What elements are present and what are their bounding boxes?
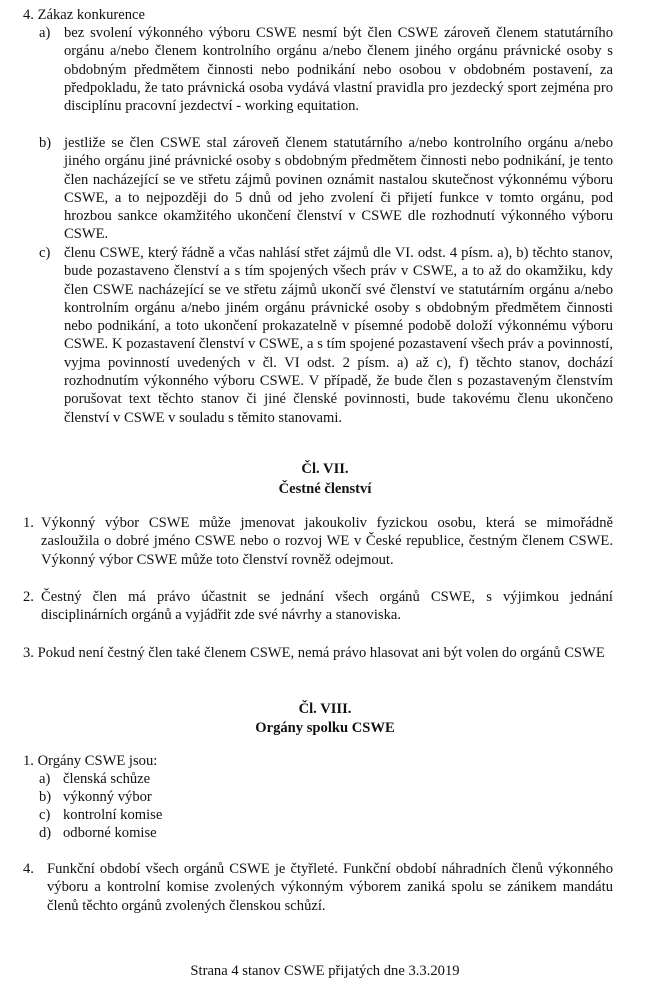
paragraph <box>23 588 613 625</box>
list-item-label: a) <box>39 771 51 787</box>
list-item-label: c) <box>39 245 51 261</box>
list-item-label: b) <box>39 789 52 805</box>
paragraph <box>23 860 613 915</box>
paragraph-text: Funkční období všech orgánů CSWE je čtyřleté. Funkční období náhradních členů výkonného výboru a kontrolní komise zvolených výkonným výborem zaniká spolu se zánikem mandátu členů těchto orgánů zvolených členskou schůzí. <box>47 861 613 914</box>
article-number: Čl. VIII. <box>298 701 352 717</box>
paragraph-text: Výkonný výbor CSWE může jmenovat jakoukoliv fyzickou osobu, která se mimořádně zasloužila o dobré jméno CSWE nebo o rozvoj WE v České republice, čestným členem CSWE. Výkonný výbor CSWE může toto členství rovněž odejmout. <box>41 515 613 568</box>
list-item-text: výkonný výbor <box>63 789 152 805</box>
list-item-label: c) <box>39 807 51 823</box>
article-title: Čestné členství <box>278 481 372 497</box>
paragraph-label: 4. <box>23 861 34 877</box>
list-item <box>39 788 152 806</box>
list-item-text: členská schůze <box>63 771 151 787</box>
list-item <box>39 806 162 824</box>
list-item-label: a) <box>39 25 51 41</box>
list-item <box>39 24 613 115</box>
list-item <box>39 244 613 427</box>
list-item <box>39 824 157 842</box>
list-item-text: bez svolení výkonného výboru CSWE nesmí být člen CSWE zároveň členem statutárního orgánu a/nebo členem kontrolního orgánu a/nebo členem jiného orgánu právnické osoby s obdobným předmětem činnosti nebo podnikání nebo osobou v obdobném postavení, za předpokladu, že tato právnická osoba vydává vlastní pravidla pro jezdecký sport zejména pro disciplínu pracovní jezdectví - working equitation. <box>64 25 613 115</box>
list-item-label: d) <box>39 825 52 841</box>
article-title: Orgány spolku CSWE <box>255 720 395 736</box>
list-item-text: odborné komise <box>63 825 157 841</box>
section-heading: 4. Zákaz konkurence <box>23 7 145 23</box>
list-item <box>39 770 150 788</box>
paragraph-text: Pokud není čestný člen také členem CSWE, nemá právo hlasovat ani být volen do orgánů CSWE <box>37 645 605 661</box>
paragraph <box>23 644 613 662</box>
page-footer: Strana 4 stanov CSWE přijatých dne 3.3.2019 <box>190 963 460 979</box>
paragraph-label: 2. <box>23 589 34 605</box>
list-item-text: kontrolní komise <box>63 807 163 823</box>
paragraph-label: 1. <box>23 515 34 531</box>
list-item-text: jestliže se člen CSWE stal zároveň členem statutárního a/nebo kontrolního orgánu a/nebo jiného orgánu jiné právnické osoby s obdobným předmětem činnosti nebo podnikání, je tento člen nacházející se ve střetu zájmů povinen oznámit nastalou skutečnost výkonnému výboru CSWE, a to nejpozději do 5 dnů od jeho zvolení či přijetí funkce v tomto orgánu, pod hrozbou sankce okamžitého ukončení členství v CSWE dle rozhodnutí výkonného výboru CSWE. <box>64 135 613 243</box>
paragraph-label: 3. <box>23 645 34 661</box>
paragraph-text: Čestný člen má právo účastnit se jednání všech orgánů CSWE, s výjimkou jednání disciplinárních orgánů a vyjádřit zde své návrhy a stanoviska. <box>41 589 613 624</box>
list-item-text: členu CSWE, který řádně a včas nahlásí střet zájmů dle VI. odst. 4 písm. a), b) těchto stanov, bude pozastaveno členství a s tím spojených všech práv v CSWE, a to až do okamžiku, kdy člen CSWE nacházející se ve střetu zájmů ukončí své členství ve statutárním orgánu a/nebo kontrolním orgánu a/nebo jiném orgánu právnické osoby s obdobným předmětem činnosti nebo podnikání, a toto ukončení prokazatelně v písemné podobě doloží výkonnému výboru CSWE. K pozastavení členství v CSWE, a s tím spojené pozastavení všech práv a povinností, vyjma povinností uvedených v čl. VI odst. 2 písm. a) až c), f) těchto stanov, dochází rozhodnutím výkonného výboru CSWE. V případě, že bude člen s pozastaveným členstvím porušovat text těchto stanov či jiné členské povinnosti, bude takovému členu ukončeno členství v CSWE v souladu s těmito stanovami. <box>64 245 613 426</box>
list-heading: 1. Orgány CSWE jsou: <box>23 753 158 769</box>
paragraph <box>23 514 613 569</box>
article-number: Čl. VII. <box>301 461 349 477</box>
list-item <box>39 134 613 244</box>
list-item-label: b) <box>39 135 52 151</box>
